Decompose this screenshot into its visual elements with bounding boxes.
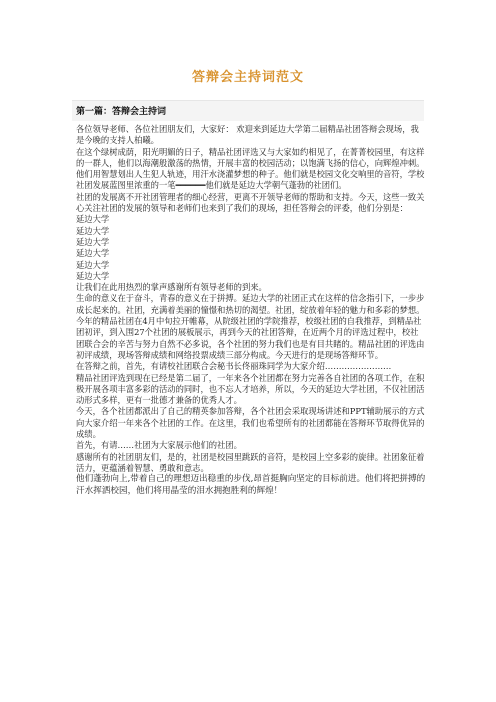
- paragraph-thanks: 让我们在此用热烈的掌声感谢所有领导老师的到来。: [76, 282, 267, 293]
- paragraph-elite: 今天，各个社团都派出了自己的精英参加答辩，各个社团会采取现场讲述和PPT辅助展示的方式向大家介绍一年来各个社团的工作。在这里，我们也希望所有的社团都能在答辩环节取得优异的成绩。: [76, 406, 425, 440]
- paragraph-second-year: 精品社团评选到现在已经是第二届了，一年来各个社团都在努力完善各自社团的各项工作，在积极开展各项丰富多彩的活动的同时，也不忘人才培养，所以，今天的延边大学社团，不仅社团活动形式多样，更有一批德才兼备的优秀人才。: [76, 372, 425, 406]
- paragraph-greeting: 各位领导老师、各位社团朋友们，大家好： 欢迎来到延边大学第二届精品社团答辩会现场，我是今晚的支持人柏曦。: [76, 124, 419, 146]
- paragraph-secretary: 在答辩之前，首先，有请校社团联合会秘书长佟丽珠同学为大家介绍……………………: [76, 361, 392, 372]
- judge-line: 延边大学: [76, 270, 110, 281]
- judge-line: 延边大学: [76, 259, 110, 270]
- paragraph-intro: 在这个绿树成荫，阳光明媚的日子，精品社团评选又与大家如约相见了，在菁菁校园里，有这样的一群人，他们以海潮般激荡的热情，开展丰富的校园活动；以饱满飞扬的信心，向辉煌冲刺。他们用智慧划出人生犯人轨迹，用汗水浇灌梦想的种子。他们就是校园文化交响里的音符，学校社团发展蓝图里浓重的一笔━━━━━━他们就是延边大学朝气蓬勃的社团们。: [76, 146, 425, 191]
- paragraph-invite: 首先，有请……社团为大家展示他们的社团。: [76, 440, 242, 451]
- paragraph-gratitude: 感谢所有的社团朋友们，是的，社团是校园里跳跃的音符，是校园上空多彩的旋律。社团象征着活力，更蕴涵着智慧、勇敢和意志。: [76, 451, 425, 473]
- section-heading: 第一篇：答辩会主持词: [76, 107, 167, 117]
- paragraph-process: 今年的精品社团在4月中旬拉开帷幕，从院级社团的学院推荐，校级社团的自我推荐，到精品社团初评，到入围27个社团的展板展示，再到今天的社团答辩，在近两个月的评选过程中，校社团联合会的辛苦与努力自然不必多说，各个社团的努力我们也是有目共睹的。精品社团的评选由初评成绩，现场答辩成绩和网络投票成绩三部分构成。今天进行的是现场答辩环节。: [76, 316, 425, 360]
- section-heading-bar: [72, 100, 424, 121]
- document-title: 答辩会主持词范文: [191, 70, 304, 85]
- paragraph-closing: 他们蓬勃向上,带着自己的理想迈出稳重的步伐,昂首挺胸向坚定的目标前进。他们将把拼搏的汗水挥洒校园，他们将用晶莹的泪水拥抱胜利的辉煌！: [76, 474, 426, 496]
- paragraph-judges-intro: 社团的发展离不开社团管理者的细心经营，更离不开领导老师的帮助和支持。今天，这些一致关心关注社团的发展的领导和老师们也来到了我们的现场，担任答辩会的评委，他们分别是：: [76, 191, 425, 214]
- judge-line: 延边大学: [76, 214, 110, 225]
- document-body: [76, 124, 426, 497]
- judge-line: 延边大学: [76, 236, 110, 247]
- judge-line: 延边大学: [76, 248, 110, 259]
- paragraph-meaning: 生命的意义在于奋斗，青春的意义在于拼搏。延边大学的社团正式在这样的信念指引下，一步步成长起来的。社团，充满着美丽的憧憬和热切的渴望。社团，绽放着年轻的魅力和多彩的梦想。: [76, 293, 425, 315]
- judge-line: 延边大学: [76, 225, 110, 236]
